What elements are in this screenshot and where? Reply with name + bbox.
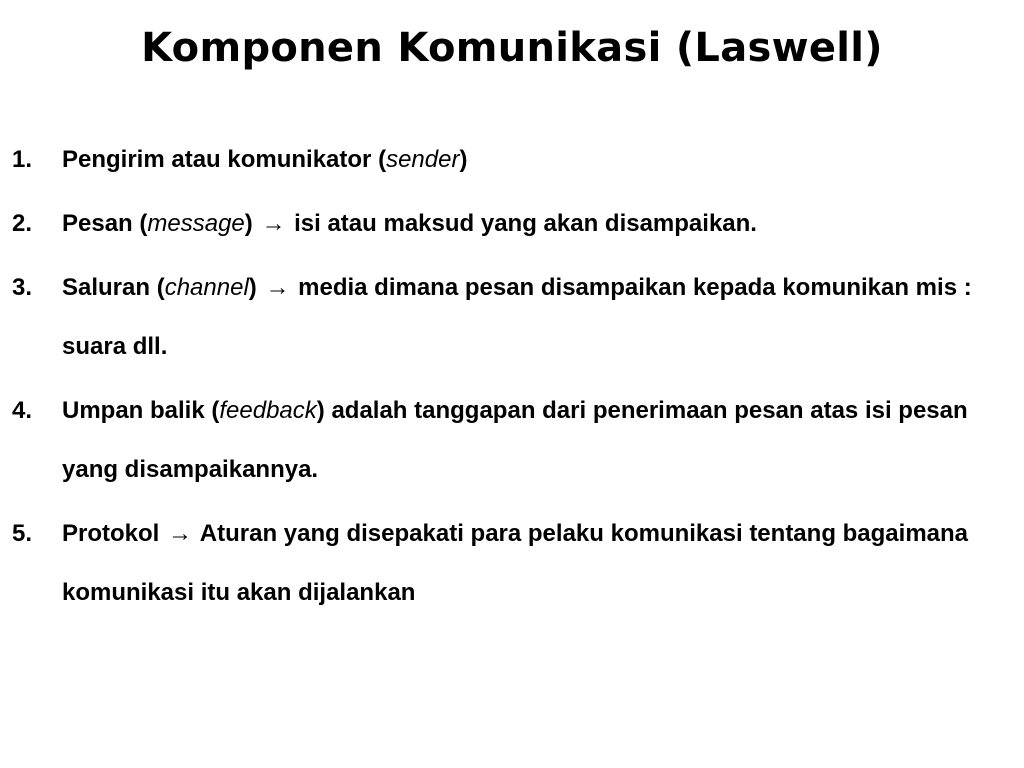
item-term: message: [147, 210, 245, 237]
right-arrow-icon: →: [261, 210, 286, 237]
list-item-1: [0, 130, 1010, 189]
item-close: ): [244, 210, 253, 237]
item-lead: Umpan balik (: [62, 397, 220, 424]
item-term: channel: [164, 274, 249, 301]
item-close: ): [316, 397, 325, 424]
item-close: ): [459, 146, 468, 173]
item-term: sender: [386, 146, 460, 173]
item-text: adalah tanggapan dari penerimaan pesan atas isi pesan yang disampaikannya.: [62, 397, 968, 483]
item-text: media dimana pesan disampaikan kepada komunikan mis : suara dll.: [62, 274, 972, 360]
list-item-4: [0, 381, 1010, 499]
item-lead: Saluran (: [62, 274, 165, 301]
item-number: 5.: [12, 520, 33, 547]
component-list: [0, 130, 1010, 627]
right-arrow-icon: →: [265, 274, 290, 301]
right-arrow-icon: →: [168, 520, 193, 547]
item-text: isi atau maksud yang akan disampaikan.: [294, 210, 757, 237]
item-text: Aturan yang disepakati para pelaku komunikasi tentang bagaimana komunikasi itu akan dijalankan: [62, 520, 969, 606]
item-number: 2.: [12, 210, 33, 237]
item-lead: Pengirim atau komunikator (: [62, 146, 387, 173]
item-number: 4.: [12, 397, 33, 424]
list-item-5: [0, 504, 1010, 622]
item-lead: Protokol: [62, 520, 160, 547]
item-term: feedback: [219, 397, 317, 424]
slide-title: Komponen Komunikasi (Laswell): [141, 25, 883, 71]
item-number: 3.: [12, 274, 33, 301]
item-number: 1.: [12, 146, 33, 173]
list-item-3: [0, 258, 1010, 376]
list-item-2: [0, 194, 1010, 253]
item-lead: Pesan (: [62, 210, 148, 237]
item-close: ): [248, 274, 257, 301]
